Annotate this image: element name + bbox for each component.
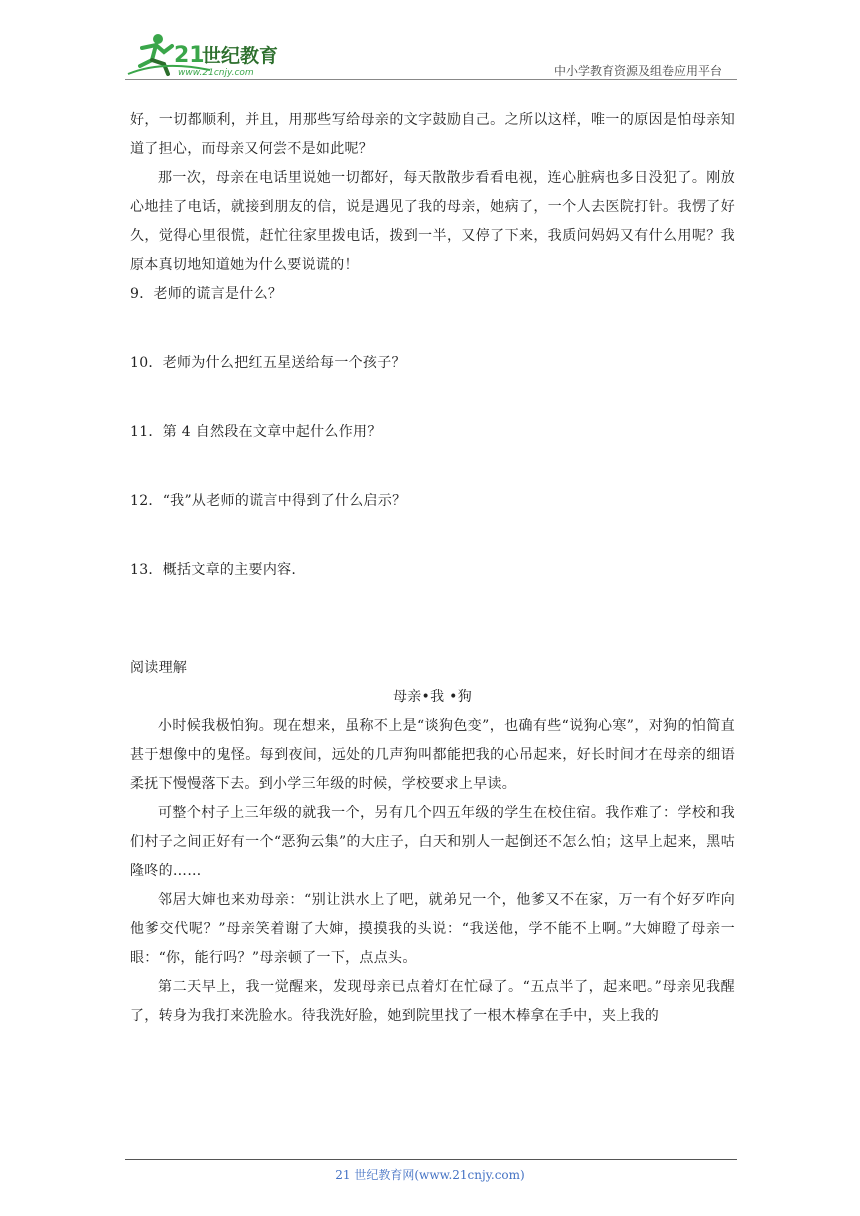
passage1-paragraph-2: 那一次，母亲在电话里说她一切都好，每天散散步看看电视，连心脏病也多日没犯了。刚放心地挂了电话，就接到朋友的信，说是遇见了我的母亲，她病了，一个人去医院打针。我愣了好久，觉得心里很慌，赶忙往家里拨电话，拨到一半，又停了下来，我质问妈妈又有什么用呢？我原本真切地知道她为什么要说谎的！: [130, 170, 735, 273]
passage2-paragraph-2: 可整个村子上三年级的就我一个，另有几个四五年级的学生在校住宿。我作难了：学校和我们村子之间正好有一个“恶狗云集”的大庄子，白天和别人一起倒还不怎么怕；这早上起来，黑咕隆咚的……: [130, 805, 735, 879]
header-divider: [125, 79, 737, 80]
passage2-paragraph-4: 第二天早上，我一觉醒来，发现母亲已点着灯在忙碌了。“五点半了，起来吧。”母亲见我醒了，转身为我打来洗脸水。待我洗好脸，她到院里找了一根木棒拿在手中，夹上我的: [130, 979, 735, 1024]
passage1-paragraph-1: 好，一切都顺利，并且，用那些写给母亲的文字鼓励自己。之所以这样，唯一的原因是怕母亲知道了担心，而母亲又何尝不是如此呢？: [130, 112, 735, 157]
logo: [122, 30, 292, 80]
header-platform-text: 中小学教育资源及组卷应用平台: [553, 64, 722, 78]
passage-title: 母亲•我 •狗: [392, 689, 473, 705]
section-label: 阅读理解: [130, 660, 188, 676]
question-11: 11．第 4 自然段在文章中起什么作用？: [130, 424, 382, 440]
footer-link[interactable]: 21 世纪教育网(www.21cnjy.com): [335, 1168, 525, 1182]
question-10: 10．老师为什么把红五星送给每一个孩子？: [130, 355, 406, 371]
passage2-paragraph-3: 邻居大婶也来劝母亲：“别让洪水上了吧，就弟兄一个，他爹又不在家，万一有个好歹咋向他爹交代呢？”母亲笑着谢了大婶，摸摸我的头说：“我送他，学不能不上啊。”大婶瞪了母亲一眼：“你，能行吗？”母亲顿了一下，点点头。: [130, 892, 735, 966]
document-body: [130, 106, 735, 1031]
logo-graphic: [122, 30, 292, 80]
svg-text:www.21cnjy.com: www.21cnjy.com: [178, 68, 254, 78]
question-9: 9．老师的谎言是什么？: [130, 286, 283, 302]
passage2-paragraph-1: 小时候我极怕狗。现在想来，虽称不上是“谈狗色变”，也确有些“说狗心寒”，对狗的怕简直甚于想像中的鬼怪。每到夜间，远处的几声狗叫都能把我的心吊起来，好长时间才在母亲的细语柔抚下慢慢落下去。到小学三年级的时候，学校要求上早读。: [130, 718, 735, 792]
svg-text:21: 21: [174, 43, 205, 68]
footer-divider: [125, 1159, 737, 1160]
question-13: 13．概括文章的主要内容.: [130, 562, 297, 578]
page-header: [0, 0, 860, 80]
svg-text:世纪教育: 世纪教育: [202, 45, 279, 67]
question-12: 12．“我”从老师的谎言中得到了什么启示？: [130, 493, 407, 509]
